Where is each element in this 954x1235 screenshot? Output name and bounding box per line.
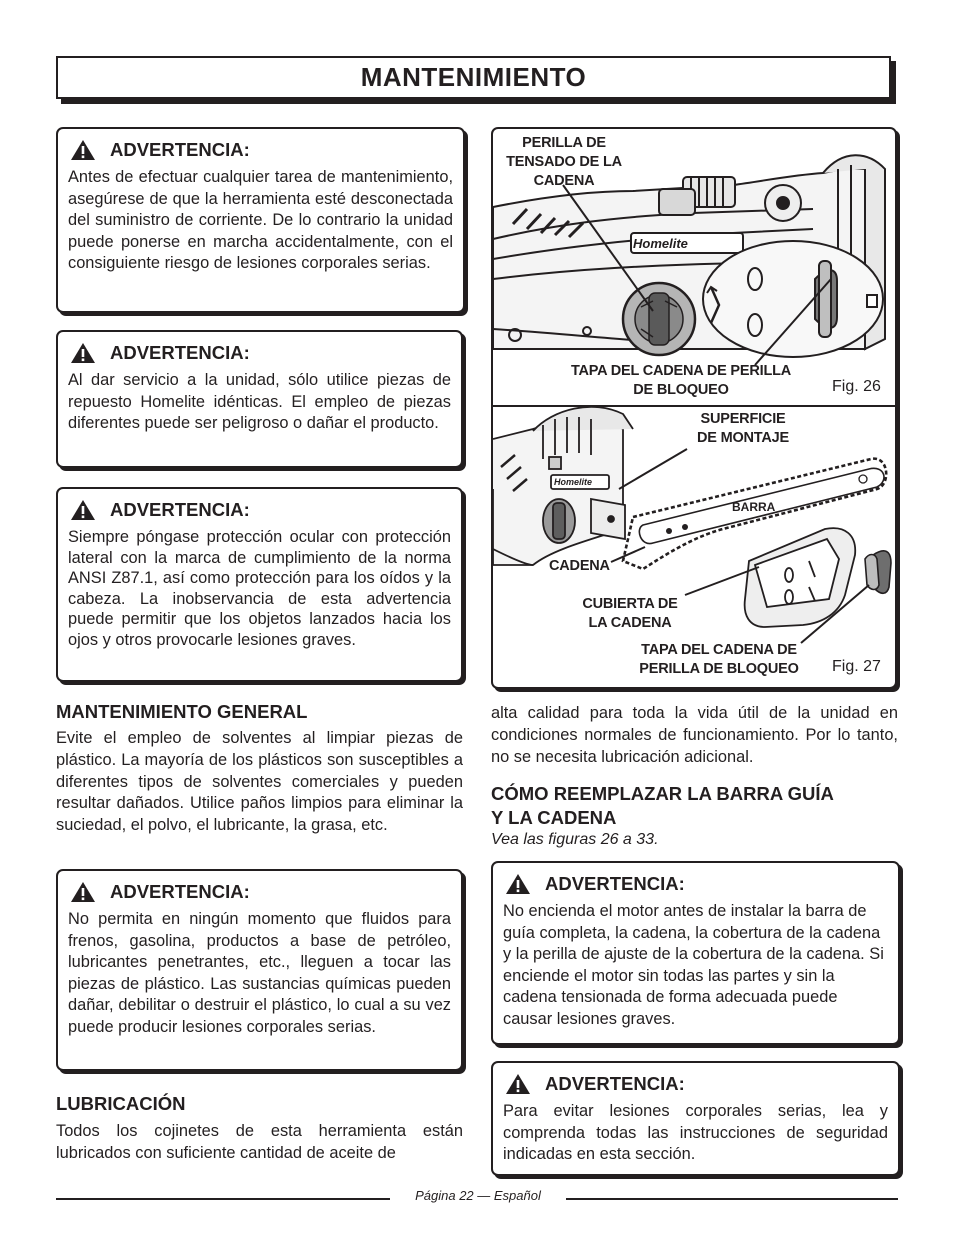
warning-title: ADVERTENCIA: (110, 139, 250, 160)
fig27-callout-mounting-surface (688, 410, 798, 448)
warning-triangle-icon (70, 139, 96, 161)
callout-line: TAPA DEL CADENA DE (641, 642, 797, 658)
fig27-brand-logo: Homelite (554, 477, 593, 487)
warning-triangle-icon (70, 881, 96, 903)
see-figures-note: Vea las figuras 26 a 33. (491, 831, 659, 848)
title-banner (56, 56, 896, 104)
warning-title: ADVERTENCIA: (110, 342, 250, 363)
paragraph-general: Evite el empleo de solventes al limpiar piezas de plástico. La mayoría de los plásticos son susceptibles a diferentes tipos de solventes comerciales y pueden resultar dañados. Utilice paños limpios para eliminar la suciedad, el polvo, el lubricante, la grasa, etc. (56, 729, 463, 835)
fig26-label: Fig. 26 (832, 378, 881, 395)
warning-header (68, 497, 451, 523)
paragraph-lubrication-continued: alta calidad para toda la vida útil de la unidad en condiciones normales de funcionamiento. Por lo tanto, no se necesita lubricación adicional. (491, 704, 898, 766)
callout-line: TENSADO DE LA (506, 154, 622, 170)
fig26-callout-lock-cap (556, 362, 806, 400)
warning-box-1 (56, 127, 465, 313)
fig27-callout-chain-cover (574, 595, 686, 633)
section-heading-replace-line2: Y LA CADENA (491, 807, 617, 828)
paragraph-lubrication: Todos los cojinetes de esta herramienta están lubricados con suficiente cantidad de aceite de (56, 1122, 463, 1162)
warning-header (503, 1071, 888, 1097)
warning-header (68, 137, 453, 163)
fig27-label: Fig. 27 (832, 658, 881, 675)
callout-line: CADENA (533, 173, 595, 189)
warning-triangle-icon (70, 499, 96, 521)
warning-triangle-icon (505, 1073, 531, 1095)
warning-text: Siempre póngase protección ocular con protección lateral con la marca de cumplimiento de la norma ANSI Z87.1, así como protección para los oídos y la cabeza. La inobservancia de esta advertencia puede permitir que los objetos lanzados hacia los ojos y otros provocarle lesiones graves. (68, 528, 451, 649)
warning-title: ADVERTENCIA: (110, 499, 250, 520)
callout-line: TAPA DEL CADENA DE PERILLA (570, 363, 792, 379)
section-heading-replace-line1: CÓMO REEMPLAZAR LA BARRA GUÍA (491, 783, 834, 804)
fig26-callout-tension-knob (494, 134, 634, 191)
title-box (56, 56, 891, 99)
warning-header (68, 879, 451, 905)
fig26-brand-logo: Homelite (633, 236, 688, 251)
footer-rule-right (566, 1198, 898, 1200)
section-heading-general: MANTENIMIENTO GENERAL (56, 701, 308, 722)
warning-text: Al dar servicio a la unidad, sólo utilice piezas de repuesto Homelite idénticas. El empleo de piezas diferentes puede ser peligroso o dañar el producto. (68, 371, 451, 433)
callout-line: CUBIERTA DE (582, 596, 678, 612)
warning-box-4 (56, 869, 463, 1071)
warning-triangle-icon (505, 873, 531, 895)
warning-header (503, 871, 888, 897)
warning-title: ADVERTENCIA: (545, 873, 685, 894)
warning-text: No encienda el motor antes de instalar la barra de guía completa, la cadena, la cobertura de la cadena y la perilla de ajuste de la cobertura de la cadena. Si enciende el motor sin todas las partes y sin la cadena tensionada de forma adecuada puede causar lesiones graves. (503, 902, 884, 1028)
warning-text: Antes de efectuar cualquier tarea de mantenimiento, asegúrese de que la herramienta esté desconectada del suministro de corriente. De lo contrario la unidad puede ponerse en marcha accidentalmente, con el consiguiente riesgo de lesiones corporales serias. (68, 168, 453, 273)
warning-box-3 (56, 487, 463, 682)
warning-box-6 (491, 1061, 900, 1176)
warning-header (68, 340, 451, 366)
fig27-callout-bar: BARRA (732, 500, 776, 514)
warning-text: Para evitar lesiones corporales serias, lea y comprenda todas las instrucciones de seguridad indicadas en esta sección. (503, 1102, 888, 1164)
warning-box-2 (56, 330, 463, 468)
page-footer: Página 22 — Español (415, 1188, 541, 1203)
fig27-callout-chain: CADENA (549, 558, 610, 574)
fig27-locking-knob (865, 551, 891, 593)
warning-text: No permita en ningún momento que fluidos para frenos, gasolina, productos a base de petróleo, lubricantes penetrantes, etc., lleguen a tocar las piezas de plástico. Las sustancias químicas pueden dañar, debilitar o destruir el plástico, lo cual a su vez puede producir lesiones corporales serias. (68, 910, 451, 1036)
page-title: MANTENIMIENTO (360, 62, 587, 92)
warning-title: ADVERTENCIA: (545, 1073, 685, 1094)
figure-illustrations (493, 129, 895, 687)
callout-line: PERILLA DE BLOQUEO (639, 661, 799, 677)
callout-line: SUPERFICIE (700, 411, 786, 427)
fig26-tension-knob (623, 283, 695, 355)
callout-line: DE MONTAJE (697, 430, 789, 446)
fig27-callout-lock-cap (628, 641, 810, 679)
warning-box-5 (491, 861, 900, 1045)
callout-line: PERILLA DE (522, 135, 606, 151)
callout-line: DE BLOQUEO (633, 382, 729, 398)
warning-triangle-icon (70, 342, 96, 364)
warning-title: ADVERTENCIA: (110, 881, 250, 902)
section-heading-lubrication: LUBRICACIÓN (56, 1093, 186, 1114)
footer-rule-left (56, 1198, 390, 1200)
callout-line: LA CADENA (588, 615, 672, 631)
